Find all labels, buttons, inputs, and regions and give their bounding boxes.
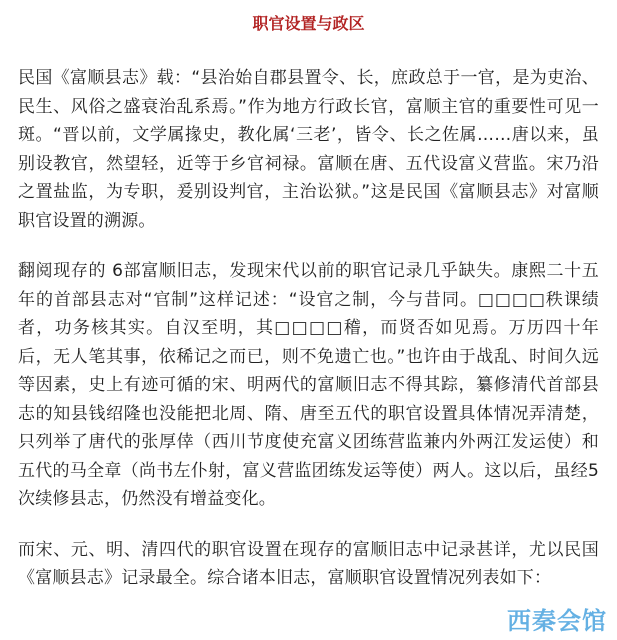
article-paragraph-3: 而宋、元、明、清四代的职官设置在现存的富顺旧志中记录甚详，尤以民国《富顺县志》记录最全。综合诸本旧志，富顺职官设置情况列表如下： xyxy=(18,539,599,588)
article-paragraph-1: 民国《富顺县志》载：“县治始自郡县置令、长，庶政总于一官，是为吏治、民生、风俗之盛衰治乱系焉。”作为地方行政长官，富顺主官的重要性可见一斑。“晋以前，文学属掾史，教化属‘三老’，皆令、长之佐属……唐以来，虽别设教官，然望轻，近等于乡官祠禄。富顺在唐、五代设富义营监。宋乃沿之置盐监，为专职，爰别设判官，主治讼狱。”这是民国《富顺县志》对富顺职官设置的溯源。 xyxy=(18,68,599,231)
watermark-logo: 西秦会馆 xyxy=(507,607,607,635)
article-title: 职官设置与政区 xyxy=(252,14,365,33)
article-paragraph-2: 翻阅现存的 6部富顺旧志，发现宋代以前的职官记录几乎缺失。康熙二十五年的首部县志对“官制”这样记述：“设官之制，今与昔同。□□□□秩课绩者，功务核其实。自汉至明，其□□□□稽，而贤否如见焉。万历四十年后，无人笔其事，依稀记之而已，则不免遗亡也。”也许由于战乱、时间久远等因素，史上有迹可循的宋、明两代的富顺旧志不得其踪，纂修清代首部县志的知县钱绍隆也没能把北周、隋、唐至五代的职官设置具体情况弄清楚，只列举了唐代的张厚倖（西川节度使充富义团练营监兼内外两江发运使）和五代的马全章（尚书左仆射，富义营监团练发运等使）两人。这以后，虽经5次续修县志，仍然没有增益变化。 xyxy=(18,261,599,509)
